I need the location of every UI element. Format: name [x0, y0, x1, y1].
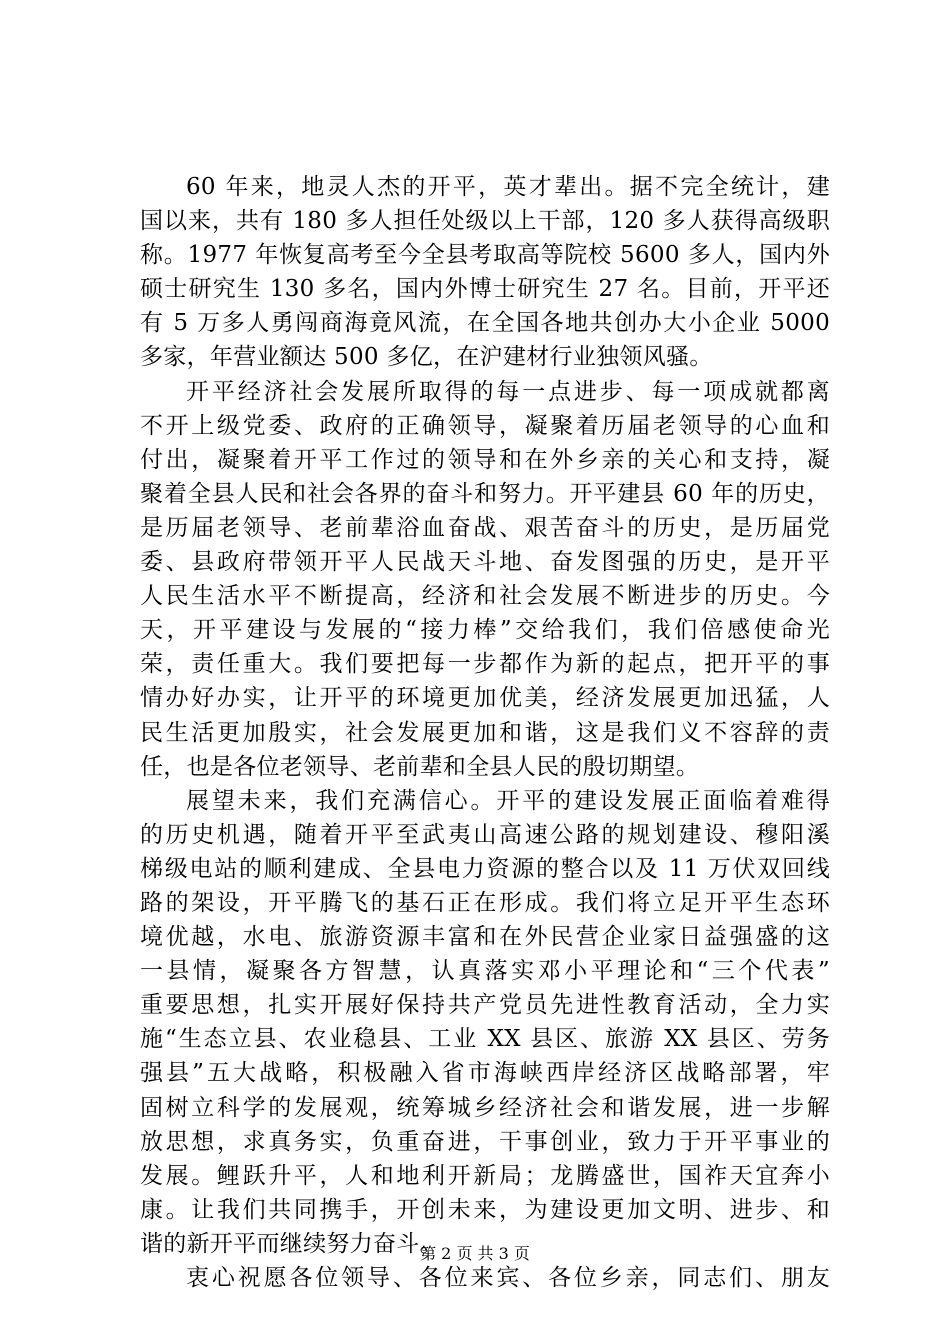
text-line: 人民生活水平不断提高，经济和社会发展不断进步的历史。今 [140, 583, 830, 610]
text-line: 付出，凝聚着开平工作过的领导和在外乡亲的关心和支持，凝 [140, 446, 830, 473]
text-line: 国以来，共有 180 多人担任处级以上干部，120 多人获得高级职 [140, 208, 830, 235]
text-line: 多家，年营业额达 500 多亿，在沪建材行业独领风骚。 [140, 344, 713, 371]
text-line: 衷心祝愿各位领导、各位来宾、各位乡亲，同志们、朋友 [186, 1265, 830, 1291]
text-line: 施“生态立县、农业稳县、工业 XX 县区、旅游 XX 县区、劳务 [140, 1026, 830, 1053]
text-line: 硕士研究生 130 多名，国内外博士研究生 27 名。目前，开平还 [140, 276, 830, 303]
text-line: 固树立科学的发展观，统筹城乡经济社会和谐发展，进一步解 [140, 1094, 830, 1121]
text-line: 一县情，凝聚各方智慧，认真落实邓小平理论和“三个代表” [140, 958, 830, 985]
text-line: 展望未来，我们充满信心。开平的建设发展正面临着难得 [186, 787, 830, 814]
text-line: 情办好办实，让开平的环境更加优美，经济发展更加迅猛，人 [140, 685, 830, 712]
text-line: 60 年来，地灵人杰的开平，英才辈出。据不完全统计，建 [186, 174, 830, 200]
text-line: 路的架设，开平腾飞的基石正在形成。我们将立足开平生态环 [140, 889, 830, 916]
text-line: 康。让我们共同携手，开创未来，为建设更加文明、进步、和 [140, 1196, 830, 1223]
text-line: 境优越，水电、旅游资源丰富和在外民营企业家日益强盛的这 [140, 924, 830, 951]
text-line: 荣，责任重大。我们要把每一步都作为新的起点，把开平的事 [140, 651, 830, 678]
text-line: 有 5 万多人勇闯商海竟风流，在全国各地共创办大小企业 5000 [140, 310, 830, 337]
text-line: 民生活更加殷实，社会发展更加和谐，这是我们义不容辞的责 [140, 719, 830, 746]
text-line: 梯级电站的顺利建成、全县电力资源的整合以及 11 万伏双回线 [140, 855, 830, 882]
page-footer: 第 2 页 共 3 页 [420, 1244, 530, 1263]
text-line: 称。1977 年恢复高考至今全县考取高等院校 5600 多人，国内外 [140, 242, 830, 269]
text-line: 是历届老领导、老前辈浴血奋战、艰苦奋斗的历史，是历届党 [140, 514, 830, 541]
text-line: 开平经济社会发展所取得的每一点进步、每一项成就都离 [186, 378, 830, 405]
text-line: 的历史机遇，随着开平至武夷山高速公路的规划建设、穆阳溪 [140, 821, 830, 848]
text-line: 发展。鲤跃升平，人和地利开新局；龙腾盛世，国祚天宜奔小 [140, 1162, 830, 1189]
text-line: 天，开平建设与发展的“接力棒”交给我们，我们倍感使命光 [140, 617, 830, 644]
text-line: 不开上级党委、政府的正确领导，凝聚着历届老领导的心血和 [140, 412, 830, 439]
text-line: 重要思想，扎实开展好保持共产党员先进性教育活动，全力实 [140, 992, 830, 1019]
text-line: 强县”五大战略，积极融入省市海峡西岸经济区战略部署，牢 [140, 1060, 830, 1087]
body-text [140, 170, 830, 1295]
text-line: 放思想，求真务实，负重奋进，干事创业，致力于开平事业的 [140, 1128, 830, 1155]
text-line: 任，也是各位老领导、老前辈和全县人民的殷切期望。 [140, 753, 700, 780]
text-line: 聚着全县人民和社会各界的奋斗和努力。开平建县 60 年的历史， [140, 480, 830, 507]
text-line: 谐的新开平而继续努力奋斗。 [140, 1230, 443, 1257]
text-line: 委、县政府带领开平人民战天斗地、奋发图强的历史，是开平 [140, 549, 830, 576]
